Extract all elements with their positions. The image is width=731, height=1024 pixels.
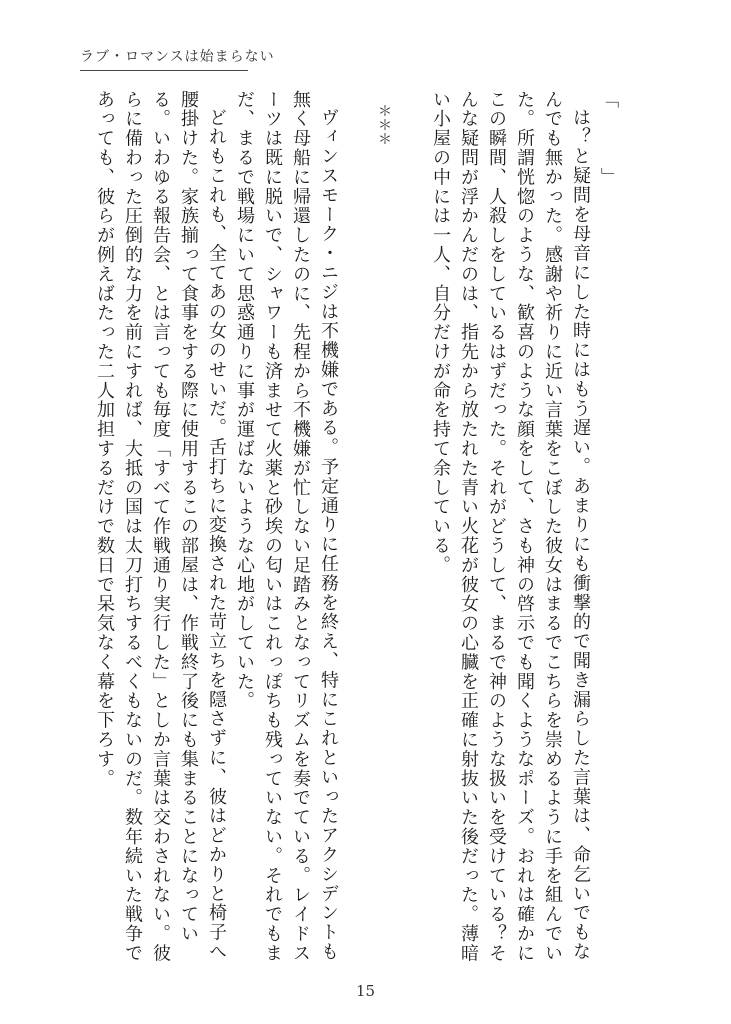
paragraph-spacer: [342, 90, 370, 970]
page-number: 15: [355, 982, 376, 1000]
paragraph-spacer: [398, 90, 426, 970]
paragraph: どれもこれも、全てあの女のせいだ。舌打ちに変換された苛立ちを隠さずに、彼はどかりと椅子へ腰掛けた。家族揃って食事をする際に使用するこの部屋は、作戦終了後にも集まることになっている。いわゆる報告会、とは言っても毎度「すべて作戦通り実行した」としか言葉は交わされない。彼らに備わった圧倒的な力を前にすれば、大抵の国は太刀打ちするべくもないのだ。数年続いた戦争であっても、彼らが例えばたった二人加担するだけで数日で呆気なく幕を下ろす。: [94, 90, 227, 963]
scene-separator: ＊＊＊: [376, 104, 392, 146]
running-header: ラブ・ロマンスは始まらない: [80, 46, 248, 71]
paragraph-quote: 「 」: [598, 90, 619, 187]
paragraph: ヴィンスモーク・ニジは不機嫌である。予定通りに任務を終え、特にこれといったアクシデントも無く母船に帰還したのに、先程から不機嫌が忙しない足踏みとなってリズムを奏でている。レイドスーツは既に脱いで、シャワーも済ませて火薬と砂埃の匂いはこれっぽちも残っていない。それでもまだ、まるで戦場にいて思惑通りに事が運ばないような心地がしていた。: [234, 90, 339, 963]
vertical-text-body: [70, 90, 622, 970]
paragraph: は？と疑問を母音にした時にはもう遅い。あまりにも衝撃的で聞き漏らした言葉は、命乞いでもなんでも無かった。感謝や祈りに近い言葉をこぼした彼女はまるでこちらを崇めるように手を組んでいた。所謂恍惚のような、歓喜のような顔をして、さも神の啓示でも聞くようなポーズ。おれは確かにこの瞬間、人殺しをしているはずだった。それがどうして、まるで神のような扱いを受けている？そんな疑問が浮かんだのは、指先から放たれた青い火花が彼女の心臓を正確に射抜いた後だった。薄暗い小屋の中には一人、自分だけが命を持て余している。: [430, 90, 591, 963]
